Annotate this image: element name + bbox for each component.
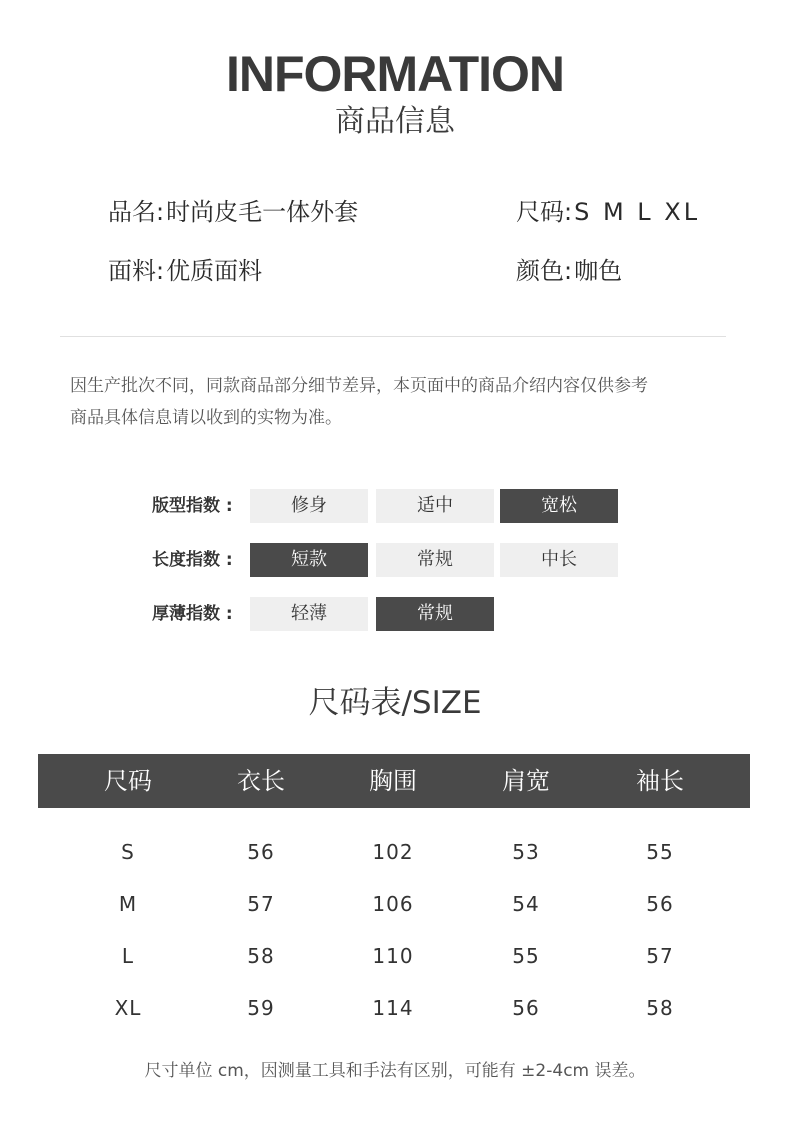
product-size-value: S M L XL [574, 198, 701, 226]
fit-option-loose: 宽松 [500, 489, 618, 523]
product-material-value: 优质面料 [166, 257, 263, 285]
thickness-option-regular: 常规 [376, 597, 494, 631]
cell-shoulder: 56 [512, 996, 540, 1020]
thickness-option-thin: 轻薄 [250, 597, 368, 631]
product-size-label: 尺码: [516, 198, 573, 226]
cell-sleeve: 57 [646, 944, 674, 968]
page-title: INFORMATION [225, 46, 565, 102]
thickness-index-label: 厚薄指数 : [152, 604, 233, 624]
product-name-value: 时尚皮毛一体外套 [166, 198, 359, 226]
length-option-mid: 中长 [500, 543, 618, 577]
product-name-label: 品名: [108, 198, 165, 226]
cell-sleeve: 58 [646, 996, 674, 1020]
length-index-label: 长度指数 : [152, 550, 233, 570]
product-name [108, 196, 358, 228]
product-color [516, 255, 622, 287]
header-sleeve: 袖长 [636, 767, 684, 795]
cell-length: 57 [247, 892, 275, 916]
cell-shoulder: 54 [512, 892, 540, 916]
cell-shoulder: 55 [512, 944, 540, 968]
cell-size: L [121, 944, 135, 968]
product-color-label: 颜色: [516, 257, 573, 285]
cell-size: M [118, 892, 138, 916]
header-size: 尺码 [104, 767, 152, 795]
cell-length: 58 [247, 944, 275, 968]
cell-size: XL [114, 996, 142, 1020]
fit-option-slim: 修身 [250, 489, 368, 523]
cell-chest: 110 [372, 944, 414, 968]
product-material [108, 255, 262, 287]
product-color-value: 咖色 [574, 257, 623, 285]
product-material-label: 面料: [108, 257, 165, 285]
cell-size: S [121, 840, 135, 864]
cell-chest: 106 [372, 892, 414, 916]
size-table-title: 尺码表/SIZE [308, 685, 482, 721]
page-subtitle: 商品信息 [335, 104, 455, 139]
fit-index-label: 版型指数 : [152, 496, 233, 516]
cell-shoulder: 53 [512, 840, 540, 864]
disclaimer-line-1: 因生产批次不同，同款商品部分细节差异，本页面中的商品介绍内容仅供参考 [70, 376, 648, 396]
cell-length: 56 [247, 840, 275, 864]
disclaimer-line-2: 商品具体信息请以收到的实物为准。 [70, 408, 342, 428]
cell-chest: 102 [372, 840, 414, 864]
cell-chest: 114 [372, 996, 414, 1020]
length-option-regular: 常规 [376, 543, 494, 577]
fit-option-regular: 适中 [376, 489, 494, 523]
size-footnote: 尺寸单位 cm，因测量工具和手法有区别，可能有 ±2-4cm 误差。 [144, 1061, 646, 1081]
cell-sleeve: 55 [646, 840, 674, 864]
header-shoulder: 肩宽 [502, 767, 550, 795]
section-divider [60, 336, 726, 337]
size-table-header [38, 754, 750, 808]
header-length: 衣长 [237, 767, 285, 795]
cell-sleeve: 56 [646, 892, 674, 916]
cell-length: 59 [247, 996, 275, 1020]
header-chest: 胸围 [369, 767, 417, 795]
product-size [516, 196, 700, 228]
length-option-short: 短款 [250, 543, 368, 577]
